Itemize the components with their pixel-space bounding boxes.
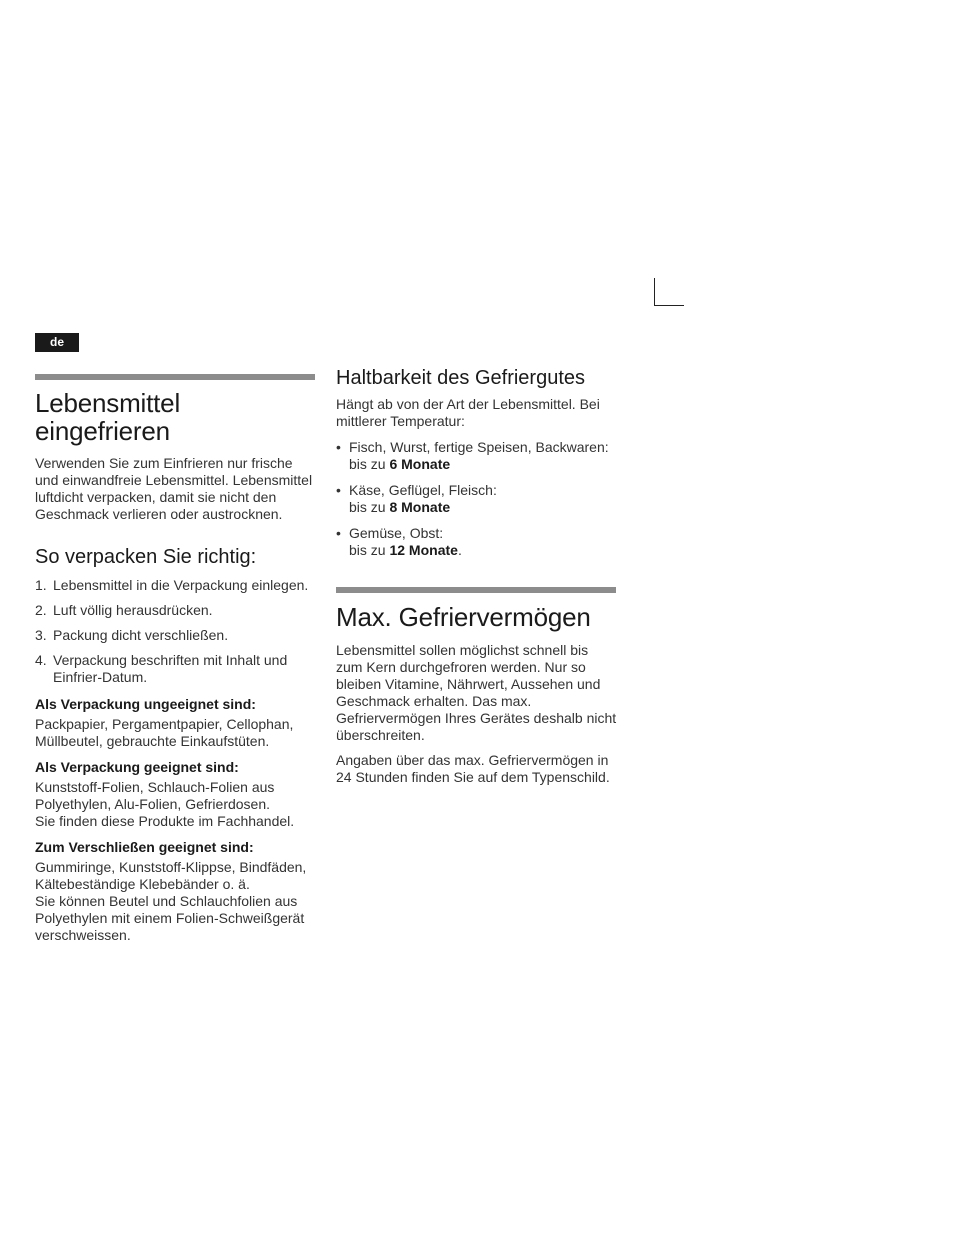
suitable-text-source: Sie finden diese Produkte im Fachhandel. [35, 813, 295, 829]
capacity-rating-plate-paragraph: Angaben über das max. Gefriervermögen in 24 Stunden finden Sie auf dem Typenschild. [336, 752, 610, 785]
section-title-capacity: Max. Gefriervermögen [336, 602, 591, 632]
language-badge: de [35, 333, 79, 352]
packing-heading: So verpacken Sie richtig: [35, 546, 257, 568]
list-item: 1. Lebensmittel in die Verpackung einlegen. [35, 577, 309, 593]
list-item: • Käse, Geflügel, Fleisch: bis zu 8 Monate [336, 482, 497, 515]
list-item: 3. Packung dicht verschließen. [35, 627, 229, 643]
shelf-life-list [336, 439, 618, 559]
closing-text-welder: Sie können Beutel und Schlauchfolien aus Polyethylen mit einem Folien-Schweißgerät verschweissen. [35, 893, 305, 943]
intro-paragraph: Verwenden Sie zum Einfrieren nur frische und einwandfreie Lebensmittel. Lebensmittel luftdicht verpacken, damit sie nicht den Geschmack verlieren oder austrocknen. [35, 455, 313, 522]
crop-mark-vertical [654, 278, 655, 306]
section-divider-bar [336, 587, 616, 593]
shelf-life-heading: Haltbarkeit des Gefriergutes [336, 367, 586, 389]
closing-text: Gummiringe, Kunststoff-Klippse, Bindfäden, Kältebeständige Klebebänder o. ä. [35, 859, 307, 892]
section-title-freezing: Lebensmittel eingefrieren [35, 388, 181, 446]
capacity-paragraph: Lebensmittel sollen möglichst schnell bis zum Kern durchgefroren werden. Nur so bleiben Vitamine, Nährwert, Aussehen und Geschmack erhalten. Das max. Gefriervermögen Ihres Gerätes deshalb nicht überschreiten. [336, 642, 617, 743]
unsuitable-text: Packpapier, Pergamentpapier, Cellophan, Müllbeutel, gebrauchte Einkaufstüten. [35, 716, 294, 749]
list-item: • Fisch, Wurst, fertige Speisen, Backwaren: bis zu 6 Monate [336, 439, 609, 472]
section-divider-bar [35, 374, 315, 380]
list-item: • Gemüse, Obst: bis zu 12 Monate. [336, 525, 462, 558]
list-item: 4. Verpackung beschriften mit Inhalt und Einfrier-Datum. [35, 652, 288, 685]
suitable-heading: Als Verpackung geeignet sind: [35, 759, 239, 775]
shelf-life-intro: Hängt ab von der Art der Lebensmittel. Bei mittlerer Temperatur: [336, 396, 600, 429]
left-column [35, 374, 319, 952]
unsuitable-heading: Als Verpackung ungeeignet sind: [35, 696, 256, 712]
packing-steps-list [35, 577, 319, 686]
crop-mark-horizontal [654, 305, 684, 306]
closing-heading: Zum Verschließen geeignet sind: [35, 839, 254, 855]
suitable-text: Kunststoff-Folien, Schlauch-Folien aus Polyethylen, Alu-Folien, Gefrierdosen. [35, 779, 275, 812]
right-column [336, 366, 618, 794]
list-item: 2. Luft völlig herausdrücken. [35, 602, 213, 618]
